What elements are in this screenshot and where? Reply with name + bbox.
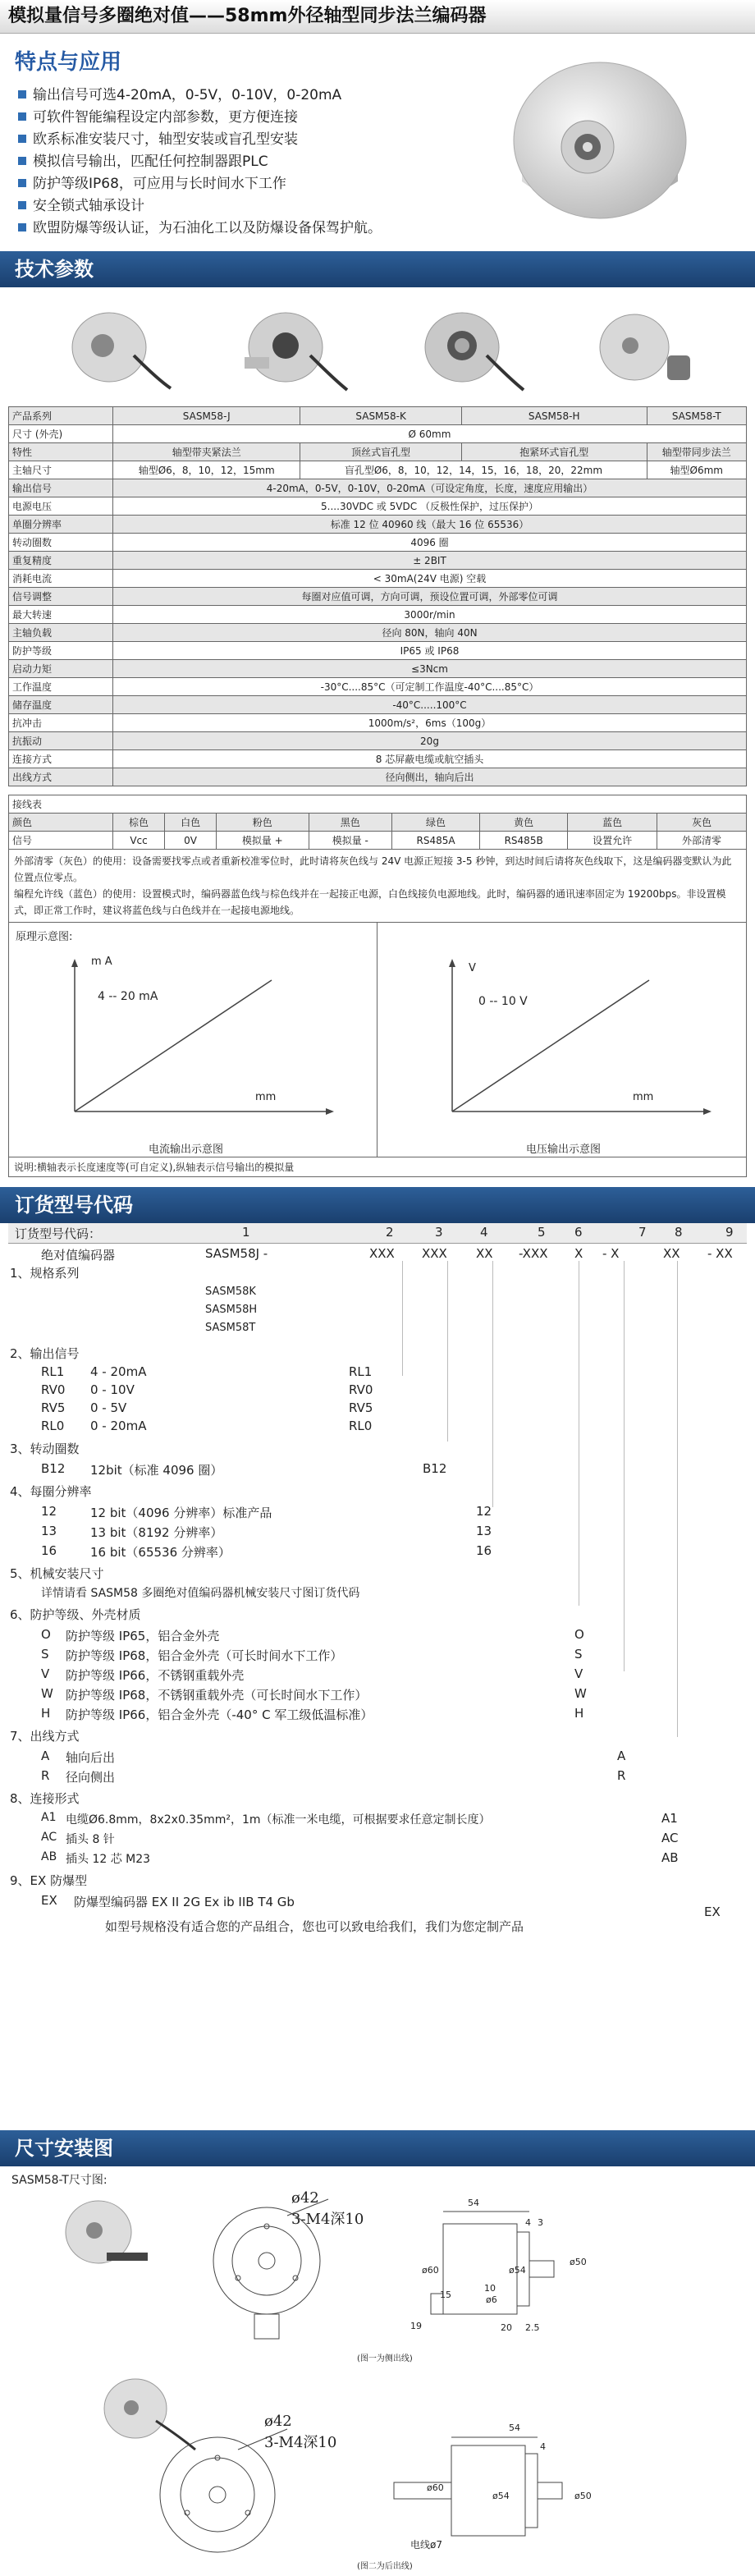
dim-text: 4 [525,2217,531,2228]
order-section-bar: 订货型号代码 [0,1187,755,1223]
table-cell: 5....30VDC 或 5VDC （反极性保护，过压保护） [113,497,747,516]
table-cell: 轴型带同步法兰 [647,443,746,461]
feature-item: 欧系标准安装尺寸，轴型安装或盲孔型安装 [18,129,382,151]
order-value: S [574,1647,583,1662]
order-col-9: 9 [725,1225,734,1240]
table-row [9,814,747,832]
table-cell: 8 芯屏蔽电缆或航空插头 [113,750,747,768]
section-title: 6、防护等级、外壳材质 [10,1607,141,1622]
table-cell: 防护等级 [9,642,113,660]
side-exit-photo [57,2191,156,2273]
table-cell: Ø 60mm [113,425,747,443]
table-row [9,795,747,814]
table-cell: 外部清零 [657,832,747,850]
order-desc: 0 - 10V [90,1382,135,1397]
current-unit: m A [91,956,112,968]
order-code: EX [41,1893,57,1908]
divider [377,923,378,1157]
order-code: A1 [41,1811,57,1824]
current-range: 4 -- 20 mA [98,990,158,1003]
table-cell: 最大转速 [9,606,113,624]
features-section [0,34,755,251]
table-cell: 输出信号 [9,479,113,497]
principle-diagram [8,923,747,1177]
order-value: RL0 [349,1419,373,1433]
table-cell: 顶丝式盲孔型 [300,443,462,461]
table-cell: ± 2BIT [113,552,747,570]
order-col-7: 7 [638,1225,647,1240]
table-cell: 3000r/min [113,606,747,624]
table-cell: SASM58-T [647,407,746,425]
table-cell: 信号 [9,832,113,850]
order-desc: 插头 12 芯 M23 [66,1853,151,1866]
order-value: EX [704,1904,721,1919]
table-cell: 黄色 [480,814,568,832]
feature-item: 防护等级IP68，可应用与长时间水下工作 [18,173,382,195]
order-desc: 12 bit（4096 分辨率）标准产品 [90,1506,272,1520]
table-cell: 每圈对应值可调，方向可调，预设位置可调，外部零位可调 [113,588,747,606]
table-cell: 4096 圈 [113,534,747,552]
table-cell: 轴型Ø6，8，10，12，15mm [113,461,300,479]
side-view-drawing-1 [419,2199,648,2339]
order-code: B12 [41,1461,66,1476]
order-col-3: 3 [435,1225,443,1240]
order-value: 16 [476,1543,492,1558]
order-base-5: -XXX [519,1246,548,1261]
order-value: R [617,1768,626,1783]
order-desc: 防护等级 IP68，铝合金外壳（可长时间水下工作） [66,1648,343,1663]
order-desc: 径向侧出 [66,1770,116,1785]
wiring-title: 接线表 [9,795,747,814]
order-desc: 防护等级 IP66，不锈钢重载外壳 [66,1668,245,1683]
note-text: 外部清零（灰色）的使用：设备需要找零点或者重新校准零位时，此时请将灰色线与 24V 电源正短接 3-5 秒钟，到达时间后请将灰色线取下，这是编码器变默认为此位置点位零点。 [14,855,732,883]
order-value: V [574,1666,583,1681]
table-row [9,606,747,624]
order-desc: 防爆型编码器 EX II 2G Ex ib IIB T4 Gb [74,1895,295,1909]
order-desc: 12bit（标准 4096 圈） [90,1463,223,1478]
order-base-4: XX [476,1246,493,1261]
drawing-caption: (图一为侧出线) [357,2354,413,2363]
voltage-caption: 电压输出示意图 [526,1144,602,1156]
table-row [9,732,747,750]
table-cell: 出线方式 [9,768,113,786]
order-code: R [41,1768,50,1783]
product-photos [0,287,755,406]
table-cell: 尺寸 (外壳) [9,425,113,443]
order-value: A [617,1749,626,1763]
model-h-image [405,298,528,396]
diagram-title: 原理示意图: [16,931,73,943]
table-cell: 绿色 [392,814,480,832]
table-cell: 径向侧出，轴向后出 [113,768,747,786]
order-base-8: XX [663,1246,680,1261]
order-bottom-note: 如型号规格没有适合您的产品组合，您也可以致电给我们，我们为您定制产品 [105,1919,524,1934]
feature-item: 可软件智能编程设定内部参数，更方便连接 [18,107,382,129]
feature-item: 输出信号可选4-20mA，0-5V，0-10V，0-20mA [18,85,382,107]
order-value: O [574,1627,584,1642]
table-row [9,642,747,660]
table-row [9,588,747,606]
tech-section-bar: 技术参数 [0,251,755,287]
encoder-product-image [489,58,702,235]
order-code: AC [41,1831,57,1844]
order-col-1: 1 [242,1225,250,1240]
table-cell: RS485B [480,832,568,850]
order-value: W [574,1686,587,1701]
order-code: O [41,1627,51,1642]
table-cell: 信号调整 [9,588,113,606]
order-header-label: 订货型号代码： [15,1226,102,1241]
dim-text: ø42 [291,2189,319,2207]
table-cell: 0V [165,832,217,850]
order-desc: 电缆Ø6.8mm，8x2x0.35mm²，1m（标准一米电缆，可根据要求任意定制长度） [66,1813,491,1827]
voltage-unit: V [469,962,476,974]
current-caption: 电流输出示意图 [149,1144,224,1156]
dim-text: ø60 [427,2482,444,2493]
feature-item: 模拟信号输出，匹配任何控制器跟PLC [18,151,382,173]
table-cell: 储存温度 [9,696,113,714]
diagram-footnote: 说明:横轴表示长度速度等(可自定义),纵轴表示信号输出的模拟量 [9,1157,746,1176]
dim-text: 3 [538,2217,543,2228]
order-code-area [0,1223,755,1962]
table-cell: 盲孔型Ø6，8，10，12，14，15，16，18，20，22mm [300,461,647,479]
current-chart [58,956,337,1120]
table-cell: 灰色 [657,814,747,832]
table-cell: 电源电压 [9,497,113,516]
section-title: 7、出线方式 [10,1729,80,1744]
order-value: 13 [476,1524,492,1538]
dim-label: SASM58-T尺寸图: [11,2174,108,2187]
table-cell: 黑色 [309,814,392,832]
table-cell: -40°C.....100°C [113,696,747,714]
table-cell: SASM58-H [461,407,647,425]
order-base-6: X [574,1246,583,1261]
table-row [9,714,747,732]
order-desc: 0 - 20mA [90,1419,147,1433]
table-row [9,425,747,443]
table-cell: SASM58-K [300,407,462,425]
dim-text: 15 [440,2290,451,2300]
table-cell: 主轴负载 [9,624,113,642]
order-value: A1 [661,1811,678,1826]
table-cell: 标准 12 位 40960 线（最大 16 位 65536） [113,516,747,534]
table-row [9,461,747,479]
dim-text: 电线ø7 [410,2539,442,2551]
order-code: RL0 [41,1419,65,1433]
dim-text: ø6 [486,2294,497,2305]
dimension-area [0,2166,755,2576]
table-cell: 白色 [165,814,217,832]
order-value: RL1 [349,1364,373,1379]
order-code: 12 [41,1504,57,1519]
order-desc: 13 bit（8192 分辨率） [90,1525,223,1540]
section-title: 2、输出信号 [10,1346,80,1361]
table-cell: 抱紧环式盲孔型 [461,443,647,461]
table-cell: 1000m/s²，6ms（100g） [113,714,747,732]
table-row [9,443,747,461]
table-cell: RS485A [392,832,480,850]
order-code: 13 [41,1524,57,1538]
table-cell: 连接方式 [9,750,113,768]
order-code: RV5 [41,1400,66,1415]
table-cell: 主轴尺寸 [9,461,113,479]
order-value: RV5 [349,1400,373,1415]
order-col-2: 2 [386,1225,394,1240]
table-row [9,516,747,534]
model-j-image [52,298,175,396]
order-desc: 防护等级 IP68，不锈钢重载外壳（可长时间水下工作） [66,1688,368,1703]
page-title: 模拟量信号多圈绝对值——58mm外径轴型同步法兰编码器 [0,0,755,34]
order-desc: 防护等级 IP66，铝合金外壳（-40° C 军工级低温标准） [66,1707,373,1722]
voltage-x-label: mm [633,1091,654,1103]
order-desc: 详情请看 SASM58 多圈绝对值编码器机械安装尺寸图订货代码 [41,1587,360,1600]
table-cell: 轴型Ø6mm [647,461,746,479]
table-row [9,479,747,497]
table-row [9,497,747,516]
table-cell: SASM58-J [113,407,300,425]
table-row [9,750,747,768]
table-cell: 消耗电流 [9,570,113,588]
section-title: 4、每圈分辨率 [10,1484,92,1499]
section-title: 5、机械安装尺寸 [10,1566,104,1581]
order-option: SASM58H [205,1304,258,1316]
voltage-chart [436,956,715,1120]
table-row [9,678,747,696]
usage-notes [8,850,747,923]
order-col-5: 5 [538,1225,546,1240]
dim-text: 2.5 [525,2322,540,2333]
section-title: 1、规格系列 [10,1266,80,1281]
table-row [9,832,747,850]
order-header-row [8,1223,747,1244]
order-base-9: - XX [707,1246,733,1261]
order-desc: 轴向后出 [66,1750,116,1765]
table-cell: 产品系列 [9,407,113,425]
order-col-4: 4 [480,1225,488,1240]
order-value: 12 [476,1504,492,1519]
drawing-caption: (图二为后出线) [357,2562,413,2571]
table-row [9,624,747,642]
order-value: AB [661,1850,679,1865]
dim-text: ø50 [570,2257,587,2267]
dim-text: 54 [468,2198,479,2208]
order-base-model: SASM58J - [205,1246,268,1261]
voltage-range: 0 -- 10 V [478,995,528,1008]
table-cell: 粉色 [217,814,309,832]
order-code: RL1 [41,1364,65,1379]
order-option: SASM58K [205,1286,256,1298]
dim-text: 3-M4深10 [264,2434,337,2451]
table-cell: 模拟量 + [217,832,309,850]
table-row [9,534,747,552]
order-code: A [41,1749,50,1763]
table-cell: 模拟量 - [309,832,392,850]
order-code: S [41,1647,49,1662]
dim-text: ø60 [422,2265,439,2276]
table-row [9,660,747,678]
order-code: RV0 [41,1382,66,1397]
dim-text: 54 [509,2422,520,2433]
table-cell: 特性 [9,443,113,461]
dim-text: 4 [540,2441,546,2452]
table-cell: 抗振动 [9,732,113,750]
dim-text: 20 [501,2322,512,2333]
table-row [9,552,747,570]
order-desc: 插头 8 针 [66,1833,115,1846]
order-col-6: 6 [574,1225,583,1240]
table-row [9,768,747,786]
table-cell: -30°C....85°C（可定制工作温度-40°C....85°C） [113,678,747,696]
order-value: B12 [423,1461,447,1476]
dim-text: ø54 [492,2491,510,2501]
section-title: 9、EX 防爆型 [10,1873,88,1888]
order-code: W [41,1686,53,1701]
note-text: 编程允许线（蓝色）的使用：设置模式时，编码器蓝色线与棕色线并在一起接正电源，白色线接负电源地线。此时，编码器的通讯速率固定为 19200bps。非设置模式，即正常工作时，建议将蓝色线与白色线并在一起接电源地线。 [14,888,726,916]
order-desc: 4 - 20mA [90,1364,147,1379]
table-cell: 棕色 [113,814,165,832]
table-cell: 20g [113,732,747,750]
order-desc: 防护等级 IP65，铝合金外壳 [66,1629,220,1643]
order-value: AC [661,1831,679,1845]
table-row [9,570,747,588]
feature-item: 欧盟防爆等级认证，为石油化工以及防爆设备保驾护航。 [18,218,382,240]
table-cell: 颜色 [9,814,113,832]
features-heading: 特点与应用 [15,50,122,75]
table-cell: IP65 或 IP68 [113,642,747,660]
dim-text: 10 [484,2283,496,2294]
table-cell: 工作温度 [9,678,113,696]
order-code: V [41,1666,50,1681]
order-desc: 0 - 5V [90,1400,127,1415]
order-code: AB [41,1850,57,1863]
dim-text: ø50 [574,2491,592,2501]
feature-item: 安全锁式轴承设计 [18,195,382,218]
section-title: 8、连接形式 [10,1791,80,1806]
order-value: H [574,1706,584,1721]
table-cell: 重复精度 [9,552,113,570]
dim-text: ø54 [509,2265,526,2276]
table-cell: 径向 80N，轴向 40N [113,624,747,642]
model-k-image [228,298,351,396]
current-x-label: mm [255,1091,277,1103]
table-cell: 启动力矩 [9,660,113,678]
dim-section-bar: 尺寸安装图 [0,2130,755,2166]
table-cell: Vcc [113,832,165,850]
order-code: H [41,1706,51,1721]
dim-text: ø42 [264,2413,292,2430]
order-desc: 16 bit（65536 分辨率） [90,1545,231,1560]
table-cell: 蓝色 [568,814,657,832]
table-row [9,696,747,714]
table-cell: < 30mA(24V 电源) 空载 [113,570,747,588]
dim-text: 19 [410,2321,422,2331]
spec-table [8,406,747,786]
wiring-table [8,795,747,850]
order-base-label: 绝对值编码器 [41,1248,116,1263]
order-option: SASM58T [205,1322,256,1334]
model-t-image [581,298,704,396]
table-cell: 轴型带夹紧法兰 [113,443,300,461]
table-cell: 抗冲击 [9,714,113,732]
table-cell: ≤3Ncm [113,660,747,678]
order-code: 16 [41,1543,57,1558]
table-cell: 转动圈数 [9,534,113,552]
table-row [9,407,747,425]
order-value: RV0 [349,1382,373,1397]
order-base-3: XXX [422,1246,447,1261]
order-col-8: 8 [675,1225,683,1240]
table-cell: 4-20mA，0-5V，0-10V，0-20mA（可设定角度，长度，速度应用输出） [113,479,747,497]
order-base-2: XXX [369,1246,395,1261]
table-cell: 设置允许 [568,832,657,850]
section-title: 3、转动圈数 [10,1442,80,1456]
order-base-7: - X [602,1246,620,1261]
dim-text: 3-M4深10 [291,2211,364,2228]
table-cell: 单圈分辨率 [9,516,113,534]
features-list [18,85,382,240]
